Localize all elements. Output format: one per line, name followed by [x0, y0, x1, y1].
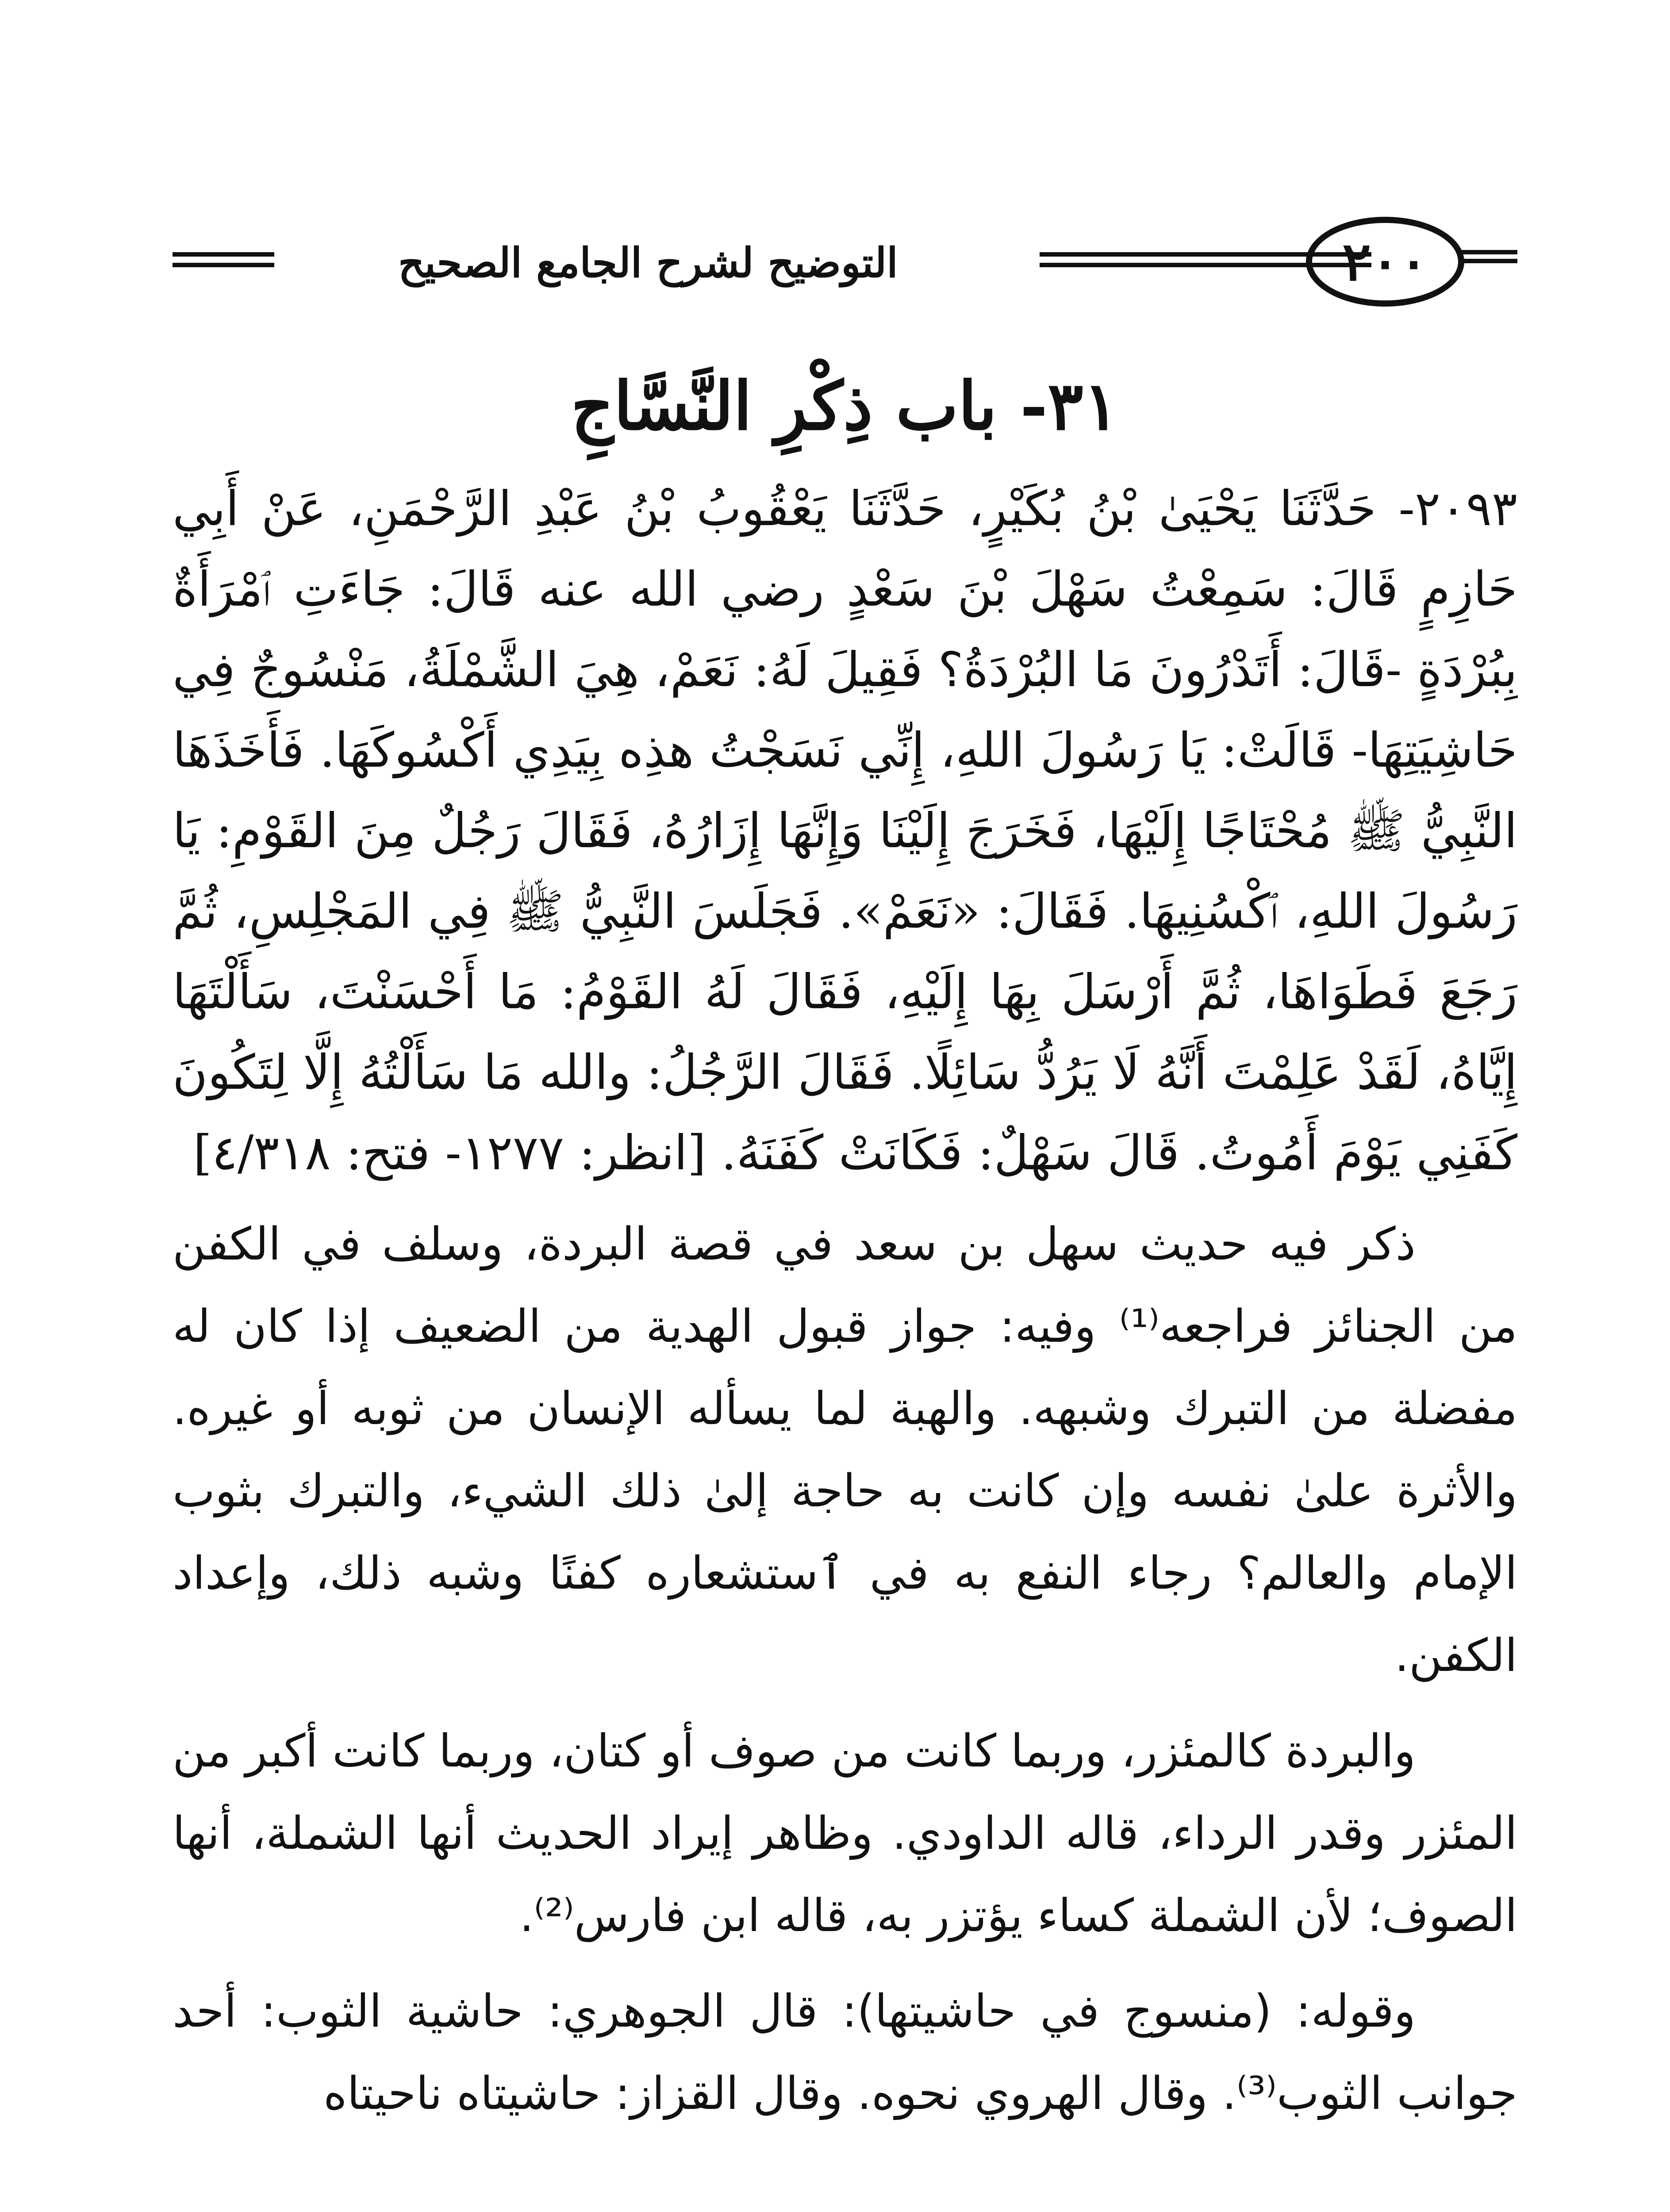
header-rule-right [1460, 250, 1517, 254]
chapter-title: ٣١- باب ذِكْرِ النَّسَّاجِ [571, 367, 1119, 445]
commentary-paragraph: ذكر فيه حديث سهل بن سعد في قصة البردة، وسلف في الكفن من الجنائز فراجعه⁽¹⁾ وفيه: جواز قبول الهدية من الضعيف إذا كان له مفضلة من التبرك وشبهه. والهبة لما يسأله الإنسان من ثوبه أو غيره. والأثرة علىٰ نفسه وإن كانت به حاجة إلىٰ ذلك الشيء، والتبرك بثوب الإمام والعالم؟ رجاء النفع به في ٱستشعاره كفنًا وشبه ذلك، وإعداد الكفن. [173, 1218, 1517, 1682]
header-rule-left [173, 252, 274, 257]
commentary-paragraph: والبردة كالمئزر، وربما كانت من صوف أو كتان، وربما كانت أكبر من المئزر وقدر الرداء، قاله الداودي. وظاهر إيراد الحديث أنها الشملة، أنها الصوف؛ لأن الشملة كساء يؤتزر به، قاله ابن فارس⁽²⁾. [173, 1725, 1517, 1942]
running-title: التوضيح لشرح الجامع الصحيح [398, 239, 898, 287]
header-rule-right-2 [1460, 259, 1517, 263]
commentary [173, 1203, 1517, 2135]
page-number: ٢٠٠ [1306, 217, 1464, 307]
page-header [173, 208, 1517, 314]
hadith-text: ٢٠٩٣- حَدَّثَنَا يَحْيَىٰ بْنُ بُكَيْرٍ، حَدَّثَنَا يَعْقُوبُ بْنُ عَبْدِ الرَّحْمَنِ، عَنْ أَبِي حَازِمٍ قَالَ: سَمِعْتُ سَهْلَ بْنَ سَعْدٍ رضي الله عنه قَالَ: جَاءَتِ ٱمْرَأَةٌ بِبُرْدَةٍ -قَالَ: أَتَدْرُونَ مَا البُرْدَةُ؟ فَقِيلَ لَهُ: نَعَمْ، هِيَ الشَّمْلَةُ، مَنْسُوجٌ فِي حَاشِيَتِهَا- قَالَتْ: يَا رَسُولَ اللهِ، إِنِّي نَسَجْتُ هذِه بِيَدِي أَكْسُوكَهَا. فَأَخَذَهَا النَّبِيُّ ﷺ مُحْتَاجًا إِلَيْهَا، فَخَرَجَ إِلَيْنَا وَإِنَّهَا إِزَارُهُ، فَقَالَ رَجُلٌ مِنَ القَوْمِ: يَا رَسُولَ اللهِ، ٱكْسُنِيهَا. فَقَالَ: «نَعَمْ». فَجَلَسَ النَّبِيُّ ﷺ فِي المَجْلِسِ، ثُمَّ رَجَعَ فَطَوَاهَا، ثُمَّ أَرْسَلَ بِهَا إِلَيْهِ، فَقَالَ لَهُ القَوْمُ: مَا أَحْسَنْتَ، سَأَلْتَهَا إِيَّاهُ، لَقَدْ عَلِمْتَ أَنَّهُ لَا يَرُدُّ سَائِلًا. فَقَالَ الرَّجُلُ: والله مَا سَأَلْتُهُ إِلَّا لِتَكُونَ كَفَنِي يَوْمَ أَمُوتُ. قَالَ سَهْلٌ: فَكَانَتْ كَفَنَهُ. [انظر: ١٢٧٧- فتح: ٤/٣١٨] [173, 481, 1517, 1181]
commentary-paragraph: وقوله: (منسوج في حاشيتها): قال الجوهري: حاشية الثوب: أحد جوانب الثوب⁽³⁾. وقال الهروي نحوه. وقال القزاز: حاشيتاه ناحيتاه [173, 1985, 1517, 2120]
